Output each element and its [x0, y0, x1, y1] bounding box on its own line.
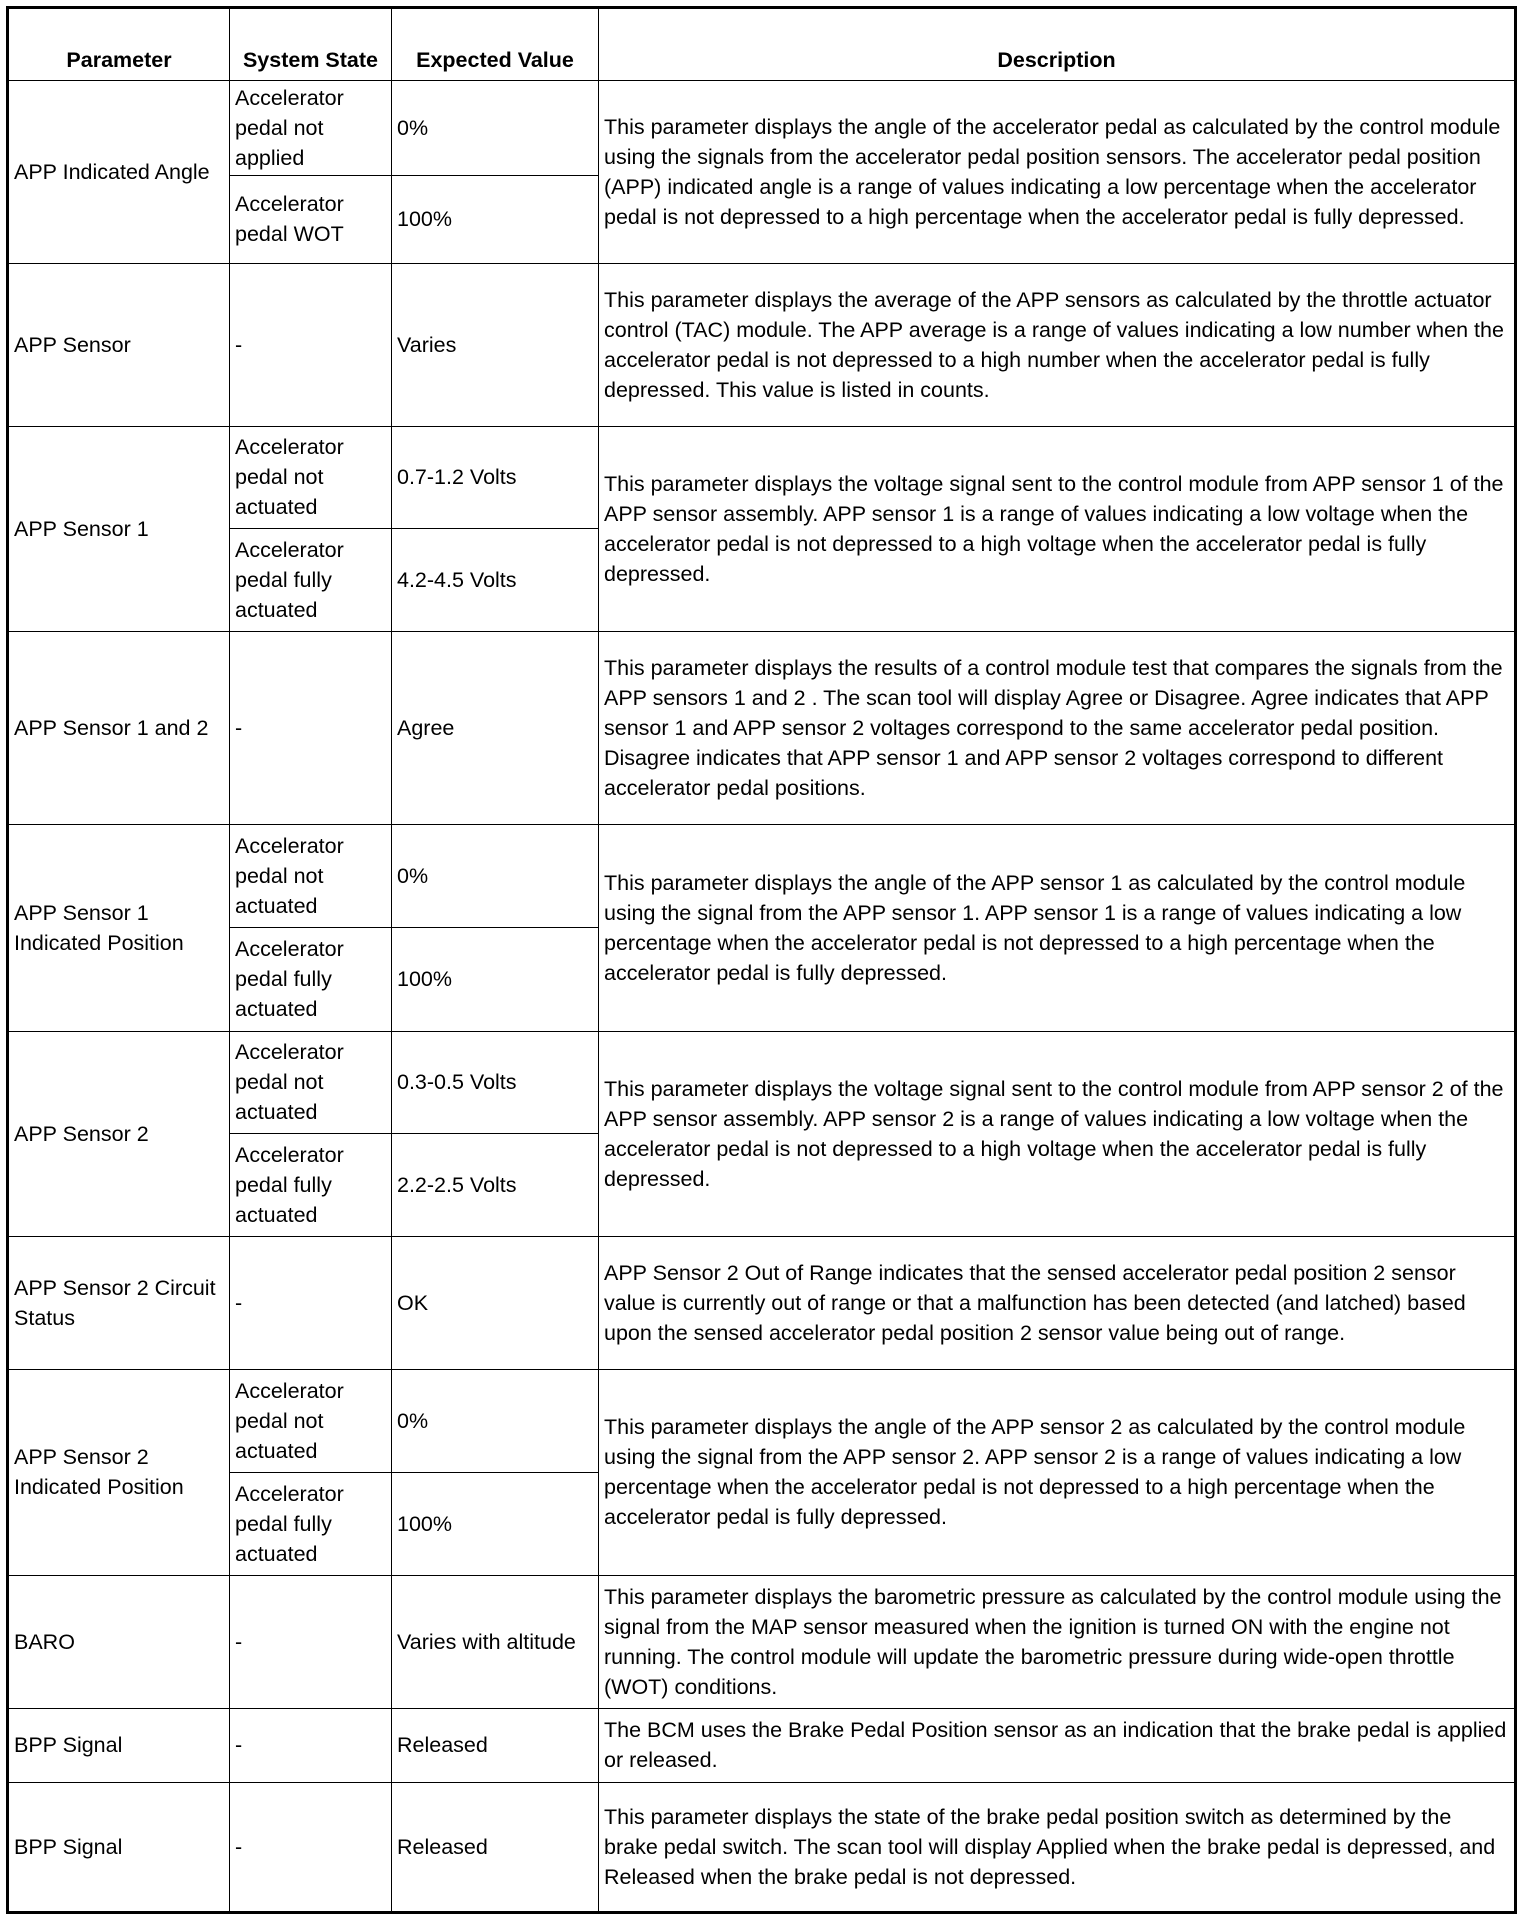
table-row [8, 824, 1516, 928]
expected-value-cell: 2.2-2.5 Volts [392, 1134, 599, 1237]
parameter-cell: BPP Signal [8, 1782, 230, 1912]
parameter-cell: APP Sensor 2 [8, 1031, 230, 1236]
parameter-cell: APP Sensor 2 Circuit Status [8, 1236, 230, 1369]
table-row [8, 631, 1516, 824]
header-system-state: System State [230, 8, 392, 81]
description-cell: This parameter displays the angle of the APP sensor 1 as calculated by the control module using the signal from the APP sensor 1. APP sensor 1 is a range of values indicating a low percentage when the accelerator pedal is not depressed to a high percentage when the accelerator pedal is fully depressed. [599, 824, 1516, 1031]
system-state-cell: Accelerator pedal WOT [230, 176, 392, 264]
system-state-cell: - [230, 263, 392, 426]
expected-value-cell: 0% [392, 81, 599, 176]
parameter-cell: APP Sensor 1 and 2 [8, 631, 230, 824]
description-cell: This parameter displays the voltage signal sent to the control module from APP sensor 1 of the APP sensor assembly. APP sensor 1 is a range of values indicating a low voltage when the accelerator pedal is not depressed to a high voltage when the accelerator pedal is fully depressed. [599, 426, 1516, 631]
table-row [8, 1031, 1516, 1134]
expected-value-cell: Varies with altitude [392, 1575, 599, 1708]
system-state-cell: Accelerator pedal fully actuated [230, 1134, 392, 1237]
expected-value-cell: 100% [392, 1472, 599, 1575]
system-state-cell: - [230, 1782, 392, 1912]
table-row [8, 1369, 1516, 1472]
description-cell: This parameter displays the average of the APP sensors as calculated by the throttle actuator control (TAC) module. The APP average is a range of values indicating a low number when the accelerator pedal is not depressed to a high number when the accelerator pedal is fully depressed. This value is listed in counts. [599, 263, 1516, 426]
description-cell: The BCM uses the Brake Pedal Position sensor as an indication that the brake pedal is applied or released. [599, 1708, 1516, 1782]
header-description: Description [599, 8, 1516, 81]
system-state-cell: - [230, 1708, 392, 1782]
parameter-cell: APP Sensor 1 [8, 426, 230, 631]
description-cell: This parameter displays the voltage signal sent to the control module from APP sensor 2 of the APP sensor assembly. APP sensor 2 is a range of values indicating a low voltage when the accelerator pedal is not depressed to a high voltage when the accelerator pedal is fully depressed. [599, 1031, 1516, 1236]
table-body [8, 81, 1516, 1913]
table-row [8, 1782, 1516, 1912]
parameter-cell: APP Indicated Angle [8, 81, 230, 264]
description-cell: This parameter displays the angle of the accelerator pedal as calculated by the control module using the signals from the accelerator pedal position sensors. The accelerator pedal position (APP) indicated angle is a range of values indicating a low percentage when the accelerator pedal is not depressed to a high percentage when the accelerator pedal is fully depressed. [599, 81, 1516, 264]
table-row [8, 263, 1516, 426]
expected-value-cell: 100% [392, 176, 599, 264]
description-cell: This parameter displays the barometric pressure as calculated by the control module using the signal from the MAP sensor measured when the ignition is turned ON with the engine not running. The control module will update the barometric pressure during wide-open throttle (WOT) conditions. [599, 1575, 1516, 1708]
description-cell: APP Sensor 2 Out of Range indicates that the sensed accelerator pedal position 2 sensor value is currently out of range or that a malfunction has been detected (and latched) based upon the sensed accelerator pedal position 2 sensor value being out of range. [599, 1236, 1516, 1369]
table-row [8, 1708, 1516, 1782]
parameter-cell: APP Sensor 1 Indicated Position [8, 824, 230, 1031]
table-row [8, 1575, 1516, 1708]
parameter-cell: APP Sensor 2 Indicated Position [8, 1369, 230, 1575]
expected-value-cell: 4.2-4.5 Volts [392, 529, 599, 632]
expected-value-cell: Released [392, 1782, 599, 1912]
expected-value-cell: 0.3-0.5 Volts [392, 1031, 599, 1134]
header-row [8, 8, 1516, 81]
description-cell: This parameter displays the angle of the APP sensor 2 as calculated by the control module using the signal from the APP sensor 2. APP sensor 2 is a range of values indicating a low percentage when the accelerator pedal is not depressed to a high percentage when the accelerator pedal is fully depressed. [599, 1369, 1516, 1575]
expected-value-cell: Agree [392, 631, 599, 824]
expected-value-cell: 0% [392, 824, 599, 928]
system-state-cell: - [230, 631, 392, 824]
description-cell: This parameter displays the state of the brake pedal position switch as determined by the brake pedal switch. The scan tool will display Applied when the brake pedal is depressed, and Released when the brake pedal is not depressed. [599, 1782, 1516, 1912]
table-row [8, 426, 1516, 529]
system-state-cell: Accelerator pedal fully actuated [230, 529, 392, 632]
expected-value-cell: OK [392, 1236, 599, 1369]
header-expected-value: Expected Value [392, 8, 599, 81]
system-state-cell: Accelerator pedal not applied [230, 81, 392, 176]
system-state-cell: - [230, 1575, 392, 1708]
expected-value-cell: Released [392, 1708, 599, 1782]
description-cell: This parameter displays the results of a control module test that compares the signals from the APP sensors 1 and 2 . The scan tool will display Agree or Disagree. Agree indicates that APP sensor 1 and APP sensor 2 voltages correspond to the same accelerator pedal position. Disagree indicates that APP sensor 1 and APP sensor 2 voltages correspond to different accelerator pedal positions. [599, 631, 1516, 824]
expected-value-cell: 0% [392, 1369, 599, 1472]
system-state-cell: Accelerator pedal not actuated [230, 1369, 392, 1472]
parameter-cell: APP Sensor [8, 263, 230, 426]
parameter-cell: BARO [8, 1575, 230, 1708]
expected-value-cell: 100% [392, 928, 599, 1032]
parameter-table [6, 6, 1517, 1914]
header-parameter: Parameter [8, 8, 230, 81]
system-state-cell: Accelerator pedal not actuated [230, 426, 392, 529]
system-state-cell: Accelerator pedal not actuated [230, 824, 392, 928]
system-state-cell: Accelerator pedal fully actuated [230, 928, 392, 1032]
system-state-cell: Accelerator pedal not actuated [230, 1031, 392, 1134]
system-state-cell: Accelerator pedal fully actuated [230, 1472, 392, 1575]
parameter-cell: BPP Signal [8, 1708, 230, 1782]
expected-value-cell: 0.7-1.2 Volts [392, 426, 599, 529]
table-row [8, 81, 1516, 176]
expected-value-cell: Varies [392, 263, 599, 426]
system-state-cell: - [230, 1236, 392, 1369]
table-row [8, 1236, 1516, 1369]
